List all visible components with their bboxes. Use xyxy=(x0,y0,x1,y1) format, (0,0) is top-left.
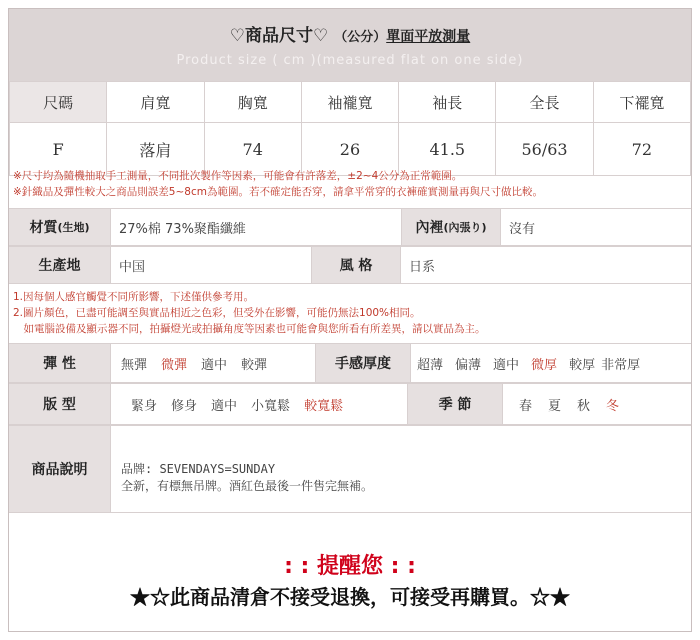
title-unit: （公分） xyxy=(334,30,387,45)
season-option-selected: 冬 xyxy=(606,398,620,414)
thickness-option: 適中 xyxy=(493,357,520,373)
fit-row xyxy=(9,383,691,425)
size-info-card xyxy=(8,8,692,632)
heart-icon-right: ♡ xyxy=(313,26,329,46)
lining-value: 沒有 xyxy=(509,221,536,237)
value-cell-length: 56/63 xyxy=(496,123,593,176)
style-value: 日系 xyxy=(409,259,436,275)
thickness-option-selected: 微厚 xyxy=(531,357,558,373)
size-table-header-row xyxy=(10,82,691,123)
value-cell-armhole: 26 xyxy=(301,123,398,176)
thickness-label: 手感厚度 xyxy=(315,344,411,382)
elasticity-option: 無彈 xyxy=(121,357,148,373)
elasticity-row xyxy=(9,343,691,383)
fit-label: 版 型 xyxy=(9,384,111,424)
lining-label: 內裡 (內張り) xyxy=(401,209,501,245)
elasticity-options xyxy=(121,344,281,382)
fit-option: 小寬鬆 xyxy=(251,398,291,414)
value-cell-size: F xyxy=(10,123,107,176)
header-cell-shoulder: 肩寬 xyxy=(107,82,204,123)
header-cell-armhole: 袖襱寬 xyxy=(301,82,398,123)
elasticity-option: 適中 xyxy=(201,357,228,373)
description-label: 商品說明 xyxy=(9,426,111,512)
subtitle-english: Product size ( cm )(measured flat on one side) xyxy=(176,53,524,68)
thickness-option: 較厚 xyxy=(569,357,596,373)
season-option: 春 xyxy=(519,398,533,414)
color-note-3: 如電腦設備及顯示器不同，拍攝燈光或拍攝角度等因素也可能會與您所看有所差異，請以實品為主。 xyxy=(13,323,486,335)
elasticity-label: 彈 性 xyxy=(9,344,111,382)
description-line-detail: 全新，有標無吊牌。酒紅色最後一件售完無補。 xyxy=(121,479,374,493)
title-text: 商品尺寸 xyxy=(245,26,314,46)
fit-option: 修身 xyxy=(171,398,198,414)
color-note-1: 1.因每個人感官觸覺不同所影響，下述僅供參考用。 xyxy=(13,291,255,303)
fit-option: 緊身 xyxy=(131,398,158,414)
fit-option: 適中 xyxy=(211,398,238,414)
reminder-title: : : 提醒您 : : xyxy=(284,554,416,579)
thickness-option: 非常厚 xyxy=(601,357,641,373)
section-title xyxy=(9,21,691,46)
thickness-options xyxy=(417,344,640,382)
fit-option-selected: 較寬鬆 xyxy=(304,398,344,414)
value-cell-shoulder: 落肩 xyxy=(107,123,204,176)
season-label: 季 節 xyxy=(407,384,503,424)
header-cell-sleeve: 袖長 xyxy=(399,82,496,123)
elasticity-option-selected: 微彈 xyxy=(161,357,188,373)
origin-row xyxy=(9,246,691,284)
reminder-text: ★☆此商品清倉不接受退換，可接受再購買。☆★ xyxy=(130,585,570,609)
description-line-brand: 品牌: SEVENDAYS=SUNDAY xyxy=(121,462,276,476)
material-label: 材質 (生地) xyxy=(9,209,111,245)
value-cell-hem: 72 xyxy=(593,123,690,176)
value-cell-chest: 74 xyxy=(204,123,301,176)
season-options xyxy=(519,384,619,424)
style-label: 風 格 xyxy=(311,247,401,283)
season-option: 秋 xyxy=(577,398,591,414)
origin-value: 中国 xyxy=(119,259,146,275)
color-note-2: 2.圖片顏色，已盡可能調至與實品相近之色彩，但受外在影響，可能仍無法100%相同。 xyxy=(13,307,421,319)
material-row xyxy=(9,208,691,246)
header-cell-chest: 胸寬 xyxy=(204,82,301,123)
header-cell-length: 全長 xyxy=(496,82,593,123)
thickness-option: 超薄 xyxy=(417,357,444,373)
size-table xyxy=(9,81,691,176)
description-text xyxy=(121,461,373,495)
origin-label: 生產地 xyxy=(9,247,111,283)
season-option: 夏 xyxy=(548,398,562,414)
heart-icon-left: ♡ xyxy=(229,26,246,46)
thickness-option: 偏薄 xyxy=(455,357,482,373)
title-sub: 單面平放測量 xyxy=(386,29,471,45)
header-cell-size: 尺碼 xyxy=(10,82,107,123)
measurement-note-2: ※針織品及彈性較大之商品則誤差5~8cm為範圍。若不確定能否穿，請拿平常穿的衣褲確實測量再與尺寸做比較。 xyxy=(13,186,543,198)
value-cell-sleeve: 41.5 xyxy=(399,123,496,176)
material-value: 27%棉 73%聚酯纖維 xyxy=(119,221,246,237)
elasticity-option: 較彈 xyxy=(241,357,268,373)
header-bar xyxy=(9,9,691,81)
measurement-note-1: ※尺寸均為隨機抽取手工測量，不同批次製作等因素，可能會有許落差，±2~4公分為正常範圍。 xyxy=(13,170,463,182)
header-cell-hem: 下襬寬 xyxy=(593,82,690,123)
fit-options xyxy=(131,384,357,424)
